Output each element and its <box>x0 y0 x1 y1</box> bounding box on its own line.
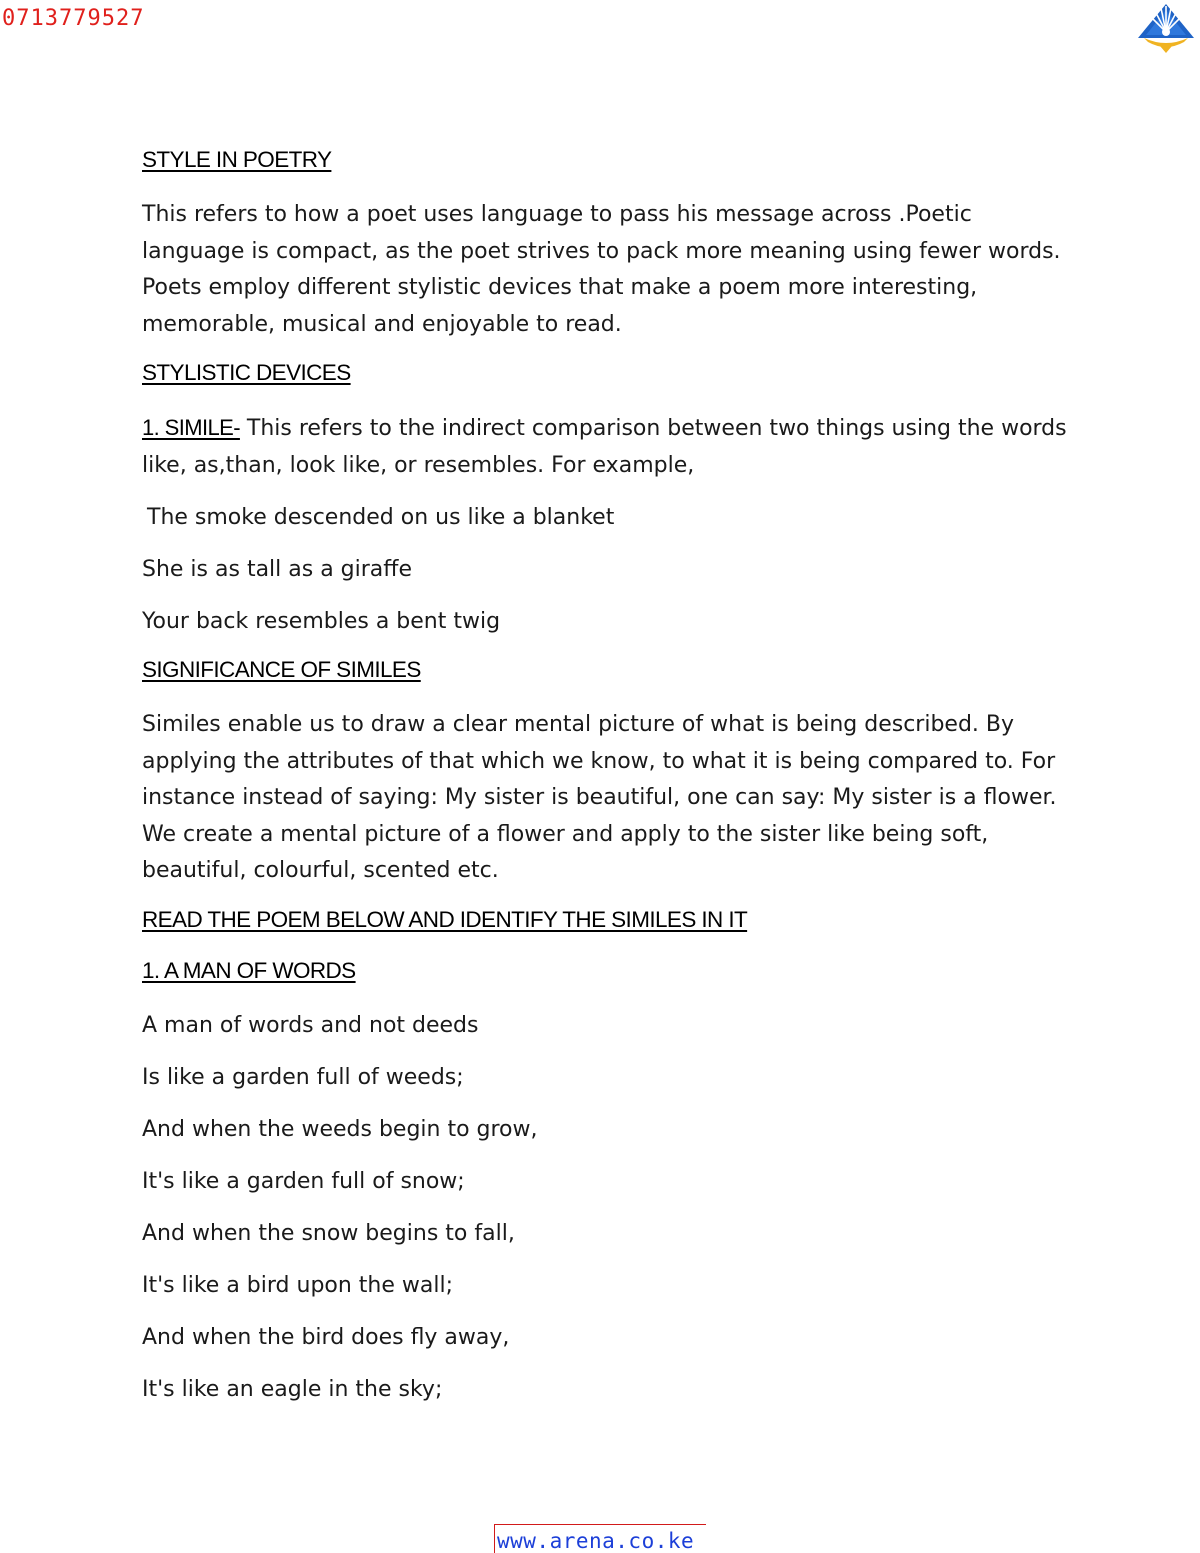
poem-line: And when the weeds begin to grow, <box>142 1116 538 1142</box>
poem-line: It's like a garden full of snow; <box>142 1168 465 1194</box>
heading-read-poem: READ THE POEM BELOW AND IDENTIFY THE SIMILES IN IT <box>142 906 748 932</box>
simile-definition-text: This refers to the indirect comparison between two things using the words like, as,than, look like, or resembles. For example, <box>142 416 1067 478</box>
simile-label: 1. SIMILE- <box>142 415 240 440</box>
poem-line: And when the snow begins to fall, <box>142 1220 515 1246</box>
significance-paragraph: Similes enable us to draw a clear mental picture of what is being described. By applying the attributes of that which we know, to what it is being compared to. For instance instead of saying: My sister is beautiful, one can say: My sister is a flower. We create a mental picture of a flower and apply to the sister like being soft, beautiful, colourful, scented etc. <box>142 712 1057 883</box>
footer-website-link[interactable]: www.arena.co.ke <box>494 1524 706 1553</box>
poem-line: A man of words and not deeds <box>142 1012 479 1038</box>
poem-line: It's like a bird upon the wall; <box>142 1272 454 1298</box>
phone-number: 0713779527 <box>2 6 145 31</box>
arena-logo-icon <box>1134 2 1198 54</box>
heading-significance-of-similes: SIGNIFICANCE OF SIMILES <box>142 657 421 682</box>
document-body <box>142 146 1072 1424</box>
poem-line: And when the bird does fly away, <box>142 1324 510 1350</box>
simile-definition <box>142 410 1072 484</box>
poem-title: 1. A MAN OF WORDS <box>142 957 356 983</box>
example-line: She is as tall as a giraffe <box>142 557 412 582</box>
heading-stylistic-devices: STYLISTIC DEVICES <box>142 360 351 385</box>
heading-style-in-poetry: STYLE IN POETRY <box>142 147 332 172</box>
example-line: The smoke descended on us like a blanket <box>147 505 615 530</box>
poem-line: Is like a garden full of weeds; <box>142 1064 464 1090</box>
poem-line: It's like an eagle in the sky; <box>142 1376 443 1402</box>
example-line: Your back resembles a bent twig <box>142 609 501 634</box>
intro-paragraph: This refers to how a poet uses language to pass his message across .Poetic language is compact, as the poet strives to pack more meaning using fewer words. Poets employ different stylistic devices that make a poem more interesting, memorable, musical and enjoyable to read. <box>142 202 1061 337</box>
